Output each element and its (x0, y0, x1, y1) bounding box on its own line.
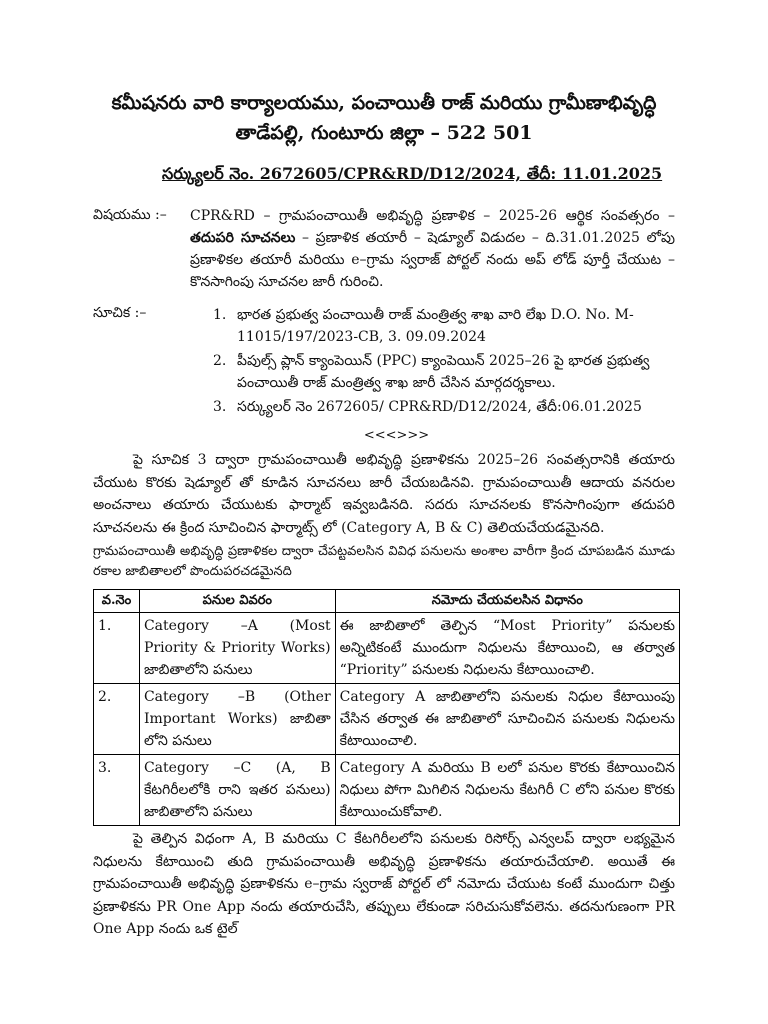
cell-serial: 2. (94, 684, 140, 755)
subject-part2: – ప్రణాళిక తయారీ – షెడ్యూల్ విడుదల – ది.31.01.2025 లోపు ప్రణాళికల తయారీ మరియు e–గ్రామ స్వరాజ్ పోర్టల్ నందు అప్ లోడ్ పూర్తీ చేయుట – కొనసాగింపు సూచనల జారీ గురించి. (190, 230, 675, 290)
header-method: నమోదు చేయవలసిన విధానం (335, 590, 679, 613)
paragraph-list-intro: గ్రామపంచాయితీ అభివృద్ధి ప్రణాళికల ద్వారా చేపట్టవలసిన వివిధ పనులను అంశాల వారీగా క్రింద చూపబడిన మూడు రకాల జాబితాలలో పొందుపరచడమైనది (93, 544, 675, 579)
reference-item (213, 396, 675, 418)
cell-method: Category A జాబితాలోని పనులకు నిధుల కేటాయింపు చేసిన తర్వాత ఈ జాబితాలో సూచించిన పనులకు నిధులను కేటాయించాలి. (335, 684, 679, 755)
reference-number: 3. (213, 399, 227, 415)
reference-item (213, 304, 675, 348)
section-separator: <<<>>> (363, 428, 430, 443)
paragraph-intro: పై సూచిక 3 ద్వారా గ్రామపంచాయితీ అభివృద్ధి ప్రణాళికను 2025–26 సంవత్సరానికి తయారు చేయుట కొరకు షెడ్యూల్ తో కూడిన సూచనలు జారీ చేయబడినవి. గ్రామపంచాయితీ ఆదాయ వనరుల అంచనాలు తయారు చేయుటకు ఫార్మాట్ ఇవ్వబడినది. సదరు సూచనలకు కొనసాగింపుగా తదుపరి సూచనలను ఈ క్రింద సూచించిన ఫార్మాట్స్ లో (Category A, B & C) తెలియచేయడమైనది. (93, 452, 675, 536)
subject-text (190, 205, 675, 293)
cell-category: Category –B (Other Important Works) జాబితా లోని పనులు (139, 684, 335, 755)
cell-serial: 1. (94, 613, 140, 684)
circular-number: సర్క్యులర్ నెం. 2672605/CPR&RD/D12/2024, తేదీ: 11.01.2025 (162, 164, 663, 183)
subject-bold: తదుపరి సూచనలు (190, 230, 296, 246)
paragraph-closing: పై తెల్పిన విధంగా A, B మరియు C కేటగిరీలలోని పనులకు రిసోర్స్ ఎన్వలప్ ద్వారా లభ్యమైన నిధులను కేటాయించి తుది గ్రామపంచాయితీ అభివృద్ధి ప్రణాళికను తయారుచేయాలి. అయితే ఈ గ్రామపంచాయితీ అభివృద్ధి ప్రణాళికను e–గ్రామ స్వరాజ్ పోర్టల్ లో నమోదు చేయుట కంటే ముందుగా చిత్తు ప్రణాళికను PR One App నందు తయారుచేసి, తప్పులు లేకుండా సరిచుసుకోవలెను. తదనుగుణంగా PR One App నందు ఒక టైల్ (93, 831, 675, 937)
reference-text: సర్క్యులర్ నెం 2672605/ CPR&RD/D12/2024, తేదీ:06.01.2025 (237, 399, 642, 415)
category-table (93, 589, 680, 826)
office-address: తాడేపల్లి, గుంటూరు జిల్లా – 522 501 (235, 122, 533, 144)
cell-method: ఈ జాబితాలో తెల్పిన “Most Priority” పనులకు అన్నిటికంటే ముందుగా నిధులను కేటాయించి, ఆ తర్వాత “Priority” పనులకు నిధులను కేటాయించాలి. (335, 613, 679, 684)
reference-item (213, 350, 675, 394)
cell-serial: 3. (94, 755, 140, 826)
subject-label: విషయము :– (93, 207, 167, 223)
reference-text: భారత ప్రభుత్వ పంచాయితీ రాజ్ మంత్రిత్వ శాఖ వారి లేఖ D.O. No. M-11015/197/2023-CB, 3. 09.09.2024 (237, 307, 634, 345)
table-header-row (94, 590, 680, 613)
reference-number: 1. (213, 307, 227, 323)
reference-list (213, 304, 675, 420)
table-row (94, 755, 680, 826)
cell-category: Category –C (A, B కేటగిరీలలోకి రాని ఇతర పనులు) జాబితాలోని పనులు (139, 755, 335, 826)
cell-method: Category A మరియు B లలో పనుల కొరకు కేటాయించిన నిధులు పోగా మిగిలిన నిధులను కేటగిరీ C లోని పనుల కొరకు కేటాయించుకోవాలి. (335, 755, 679, 826)
table-row (94, 684, 680, 755)
subject-part1: CPR&RD – గ్రామపంచాయితీ అభివృద్ధి ప్రణాళిక – 2025-26 ఆర్థిక సంవత్సరం – (190, 208, 675, 224)
cell-category: Category –A (Most Priority & Priority Works) జాబితాలోని పనులు (139, 613, 335, 684)
header-serial: వ.నెం (94, 590, 140, 613)
office-title: కమీషనరు వారి కార్యాలయము, పంచాయితీ రాజ్ మరియు గ్రామీణాభివృద్ధి (111, 92, 657, 114)
table-row (94, 613, 680, 684)
header-works: పనుల వివరం (139, 590, 335, 613)
reference-label: సూచిక :– (93, 305, 147, 321)
reference-number: 2. (213, 353, 227, 369)
reference-text: పీపుల్స్ ప్లాన్ క్యాంపెయిన్ (PPC) క్యాంపెయిన్ 2025–26 పై భారత ప్రభుత్వ పంచాయితీ రాజ్ మంత్రిత్వ శాఖ జారీ చేసిన మార్గదర్శకాలు. (237, 353, 650, 391)
